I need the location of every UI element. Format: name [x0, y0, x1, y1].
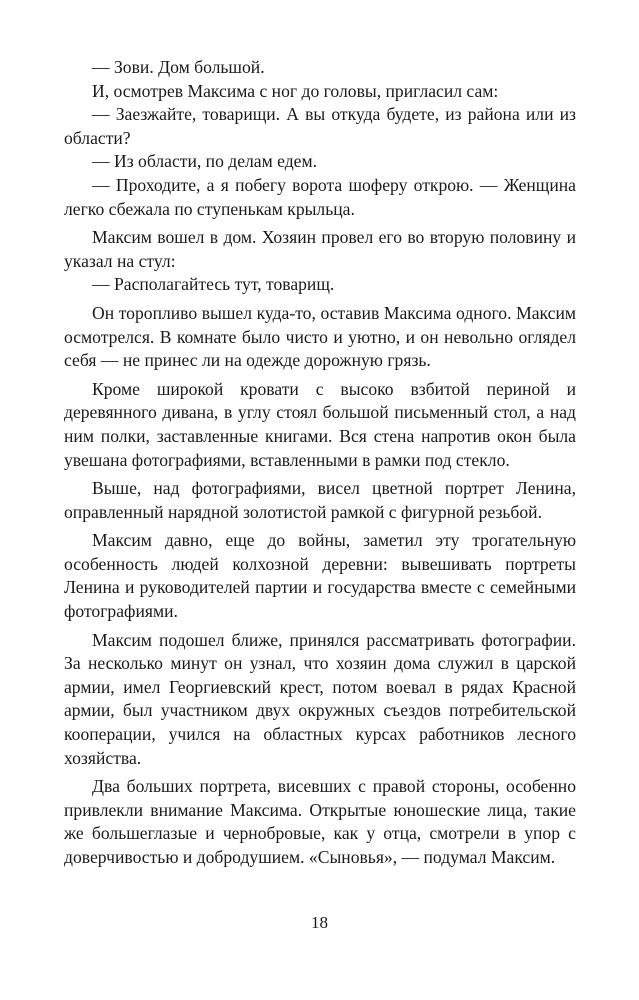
- page-number: 18: [311, 913, 328, 932]
- paragraph-12: Максим подошел ближе, принялся рассматривать фотографии. За несколько минут он узнал, что хозяин дома служил в царской армии, имел Георгиевский крест, потом воевал в рядах Красной армии, был участником двух окружных съездов потребительской кооперации, учился на областных курсах работников лесного хозяйства.: [64, 629, 576, 768]
- paragraph-1: — Зови. Дом большой.: [92, 57, 265, 77]
- paragraph-4: — Из области, по делам едем.: [92, 151, 318, 172]
- paragraph-2: И, осмотрев Максима с ног до головы, пригласил сам:: [92, 80, 499, 101]
- paragraph-6: Максим вошел в дом. Хозяин провел его во вторую половину и указал на стул:: [64, 227, 576, 271]
- paragraph-7: — Располагайтесь тут, товарищ.: [92, 274, 335, 295]
- paragraph-3: — Заезжайте, товарищи. А вы откуда будете, из района или из области?: [64, 104, 576, 148]
- paragraph-8: Он торопливо вышел куда-то, оставив Максима одного. Максим осмотрелся. В комнате было чисто и уютно, и он невольно оглядел себя — не принес ли на одежде дорожную грязь.: [64, 302, 576, 371]
- paragraph-11: Максим давно, еще до войны, заметил эту трогательную особенность людей колхозной деревни: вывешивать портреты Ленина и руководителей партии и государства вместе с семейными фотографиями.: [64, 530, 576, 622]
- paragraph-5: — Проходите, а я побегу ворота шоферу открою. — Женщина легко сбежала по ступенькам крыльца.: [64, 174, 576, 219]
- paragraph-9: Кроме широкой кровати с высоко взбитой периной и деревянного дивана, в углу стоял большой письменный стол, а над ним полки, заставленные книгами. Вся стена напротив окон была увешана фотографиями, вставленными в рамки под стекло.: [64, 378, 576, 470]
- paragraph-13: Два больших портрета, висевших с правой стороны, особенно привлекли внимание Максима. Открытые юношеские лица, такие же большеглазые и чернобровые, как у отца, смотрели в упор с доверчивостью и добродушием. «Сыновья», — подумал Максим.: [64, 776, 576, 867]
- book-page: [64, 56, 576, 870]
- paragraph-10: Выше, над фотографиями, висел цветной портрет Ленина, оправленный нарядной золотистой рамкой с фигурной резьбой.: [64, 478, 576, 522]
